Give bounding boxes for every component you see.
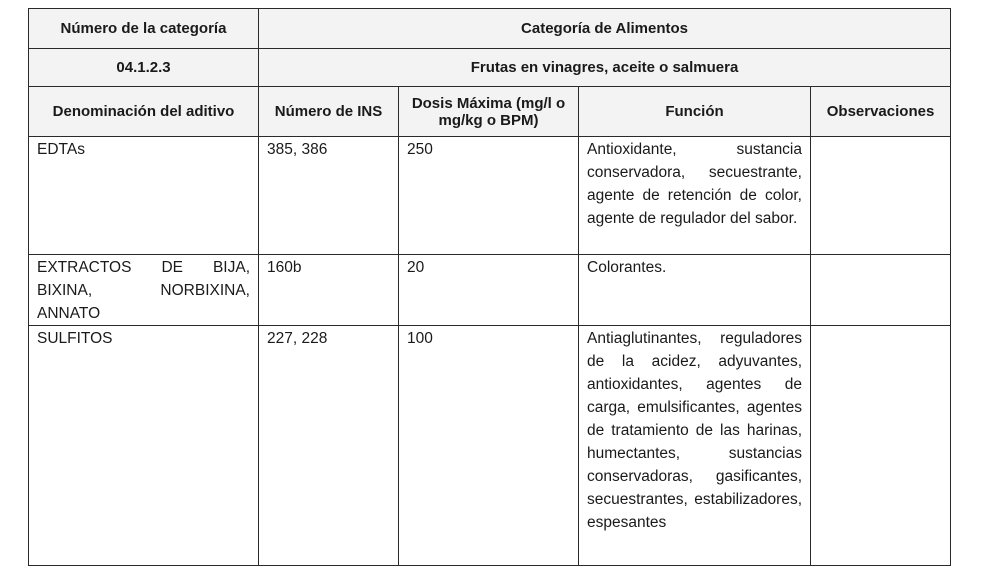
- col-header-observations: Observaciones: [811, 87, 951, 137]
- category-number-label: Número de la categoría: [29, 9, 259, 49]
- table-row: [29, 326, 951, 566]
- col-header-max-dose: Dosis Máxima (mg/l o mg/kg o BPM): [399, 87, 579, 137]
- observations-cell: [811, 255, 951, 326]
- observations-cell: [811, 326, 951, 566]
- ins-cell: 160b: [259, 255, 399, 326]
- header-row-category-labels: [29, 9, 951, 49]
- max-dose-cell: 250: [399, 137, 579, 255]
- additive-cell: EDTAs: [29, 137, 259, 255]
- ins-cell: 227, 228: [259, 326, 399, 566]
- additive-cell: SULFITOS: [29, 326, 259, 566]
- col-header-additive: Denominación del aditivo: [29, 87, 259, 137]
- category-name-value: Frutas en vinagres, aceite o salmuera: [259, 49, 951, 87]
- additives-table-sheet: [28, 8, 950, 564]
- col-header-ins: Número de INS: [259, 87, 399, 137]
- additive-cell: EXTRACTOS DE BIJA, BIXINA, NORBIXINA, ANNATO: [29, 255, 259, 326]
- col-header-function: Función: [579, 87, 811, 137]
- max-dose-cell: 20: [399, 255, 579, 326]
- additives-table: [28, 8, 951, 566]
- header-row-category-values: [29, 49, 951, 87]
- table-row: [29, 255, 951, 326]
- function-cell: Antioxidante, sustancia conservadora, secuestrante, agente de retención de color, agente de regulador del sabor.: [579, 137, 811, 255]
- table-row: [29, 137, 951, 255]
- max-dose-cell: 100: [399, 326, 579, 566]
- column-header-row: [29, 87, 951, 137]
- ins-cell: 385, 386: [259, 137, 399, 255]
- function-cell: Antiaglutinantes, reguladores de la acidez, adyuvantes, antioxidantes, agentes de carga, emulsificantes, agentes de tratamiento de las harinas, humectantes, sustancias conservadoras, gasificantes, secuestrantes, estabilizadores, espesantes: [579, 326, 811, 566]
- category-label: Categoría de Alimentos: [259, 9, 951, 49]
- function-cell: Colorantes.: [579, 255, 811, 326]
- category-number-value: 04.1.2.3: [29, 49, 259, 87]
- observations-cell: [811, 137, 951, 255]
